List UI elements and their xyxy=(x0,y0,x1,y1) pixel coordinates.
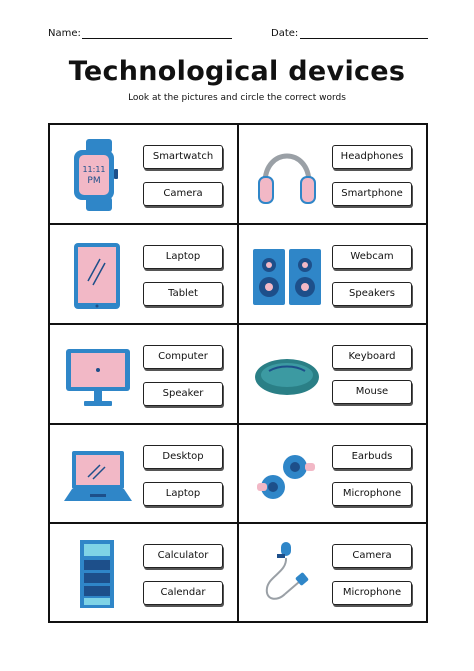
option-keyboard[interactable]: Keyboard xyxy=(332,345,412,369)
name-input-line[interactable] xyxy=(82,38,232,39)
option-smartphone[interactable]: Smartphone xyxy=(332,182,412,206)
worksheet-cell xyxy=(239,225,428,325)
option-microphone[interactable]: Microphone xyxy=(332,482,412,506)
worksheet-cell xyxy=(239,125,428,225)
option-speakers[interactable]: Speakers xyxy=(332,282,412,306)
option-laptop[interactable]: Laptop xyxy=(143,245,223,269)
smartwatch-icon xyxy=(60,137,136,213)
option-speaker[interactable]: Speaker xyxy=(143,382,223,406)
option-mouse[interactable]: Mouse xyxy=(332,380,412,404)
worksheet-cell xyxy=(50,425,239,525)
calculator-icon xyxy=(60,536,136,612)
option-earbuds[interactable]: Earbuds xyxy=(332,445,412,469)
watch-time: 11:11 xyxy=(82,165,106,174)
lapel-microphone-icon xyxy=(249,536,325,612)
name-label: Name: xyxy=(48,28,81,39)
watch-ampm: PM xyxy=(87,176,101,186)
option-calendar[interactable]: Calendar xyxy=(143,581,223,605)
computer-monitor-icon xyxy=(60,337,136,413)
worksheet-cell xyxy=(239,325,428,425)
worksheet-cell xyxy=(50,524,239,624)
instructions: Look at the pictures and circle the correct words xyxy=(128,93,346,103)
option-webcam[interactable]: Webcam xyxy=(332,245,412,269)
worksheet-cell xyxy=(50,125,239,225)
tablet-icon xyxy=(60,237,136,313)
option-camera[interactable]: Camera xyxy=(143,182,223,206)
option-smartwatch[interactable]: Smartwatch xyxy=(143,145,223,169)
headphones-icon xyxy=(249,137,325,213)
option-headphones[interactable]: Headphones xyxy=(332,145,412,169)
date-label: Date: xyxy=(271,28,299,39)
laptop-icon xyxy=(60,437,136,513)
worksheet-cell xyxy=(239,425,428,525)
worksheet-cell xyxy=(50,225,239,325)
date-input-line[interactable] xyxy=(300,38,428,39)
option-microphone[interactable]: Microphone xyxy=(332,581,412,605)
option-tablet[interactable]: Tablet xyxy=(143,282,223,306)
page-title: Technological devices xyxy=(68,56,406,87)
worksheet-cell xyxy=(50,325,239,425)
option-camera[interactable]: Camera xyxy=(332,544,412,568)
speakers-icon xyxy=(249,237,325,313)
mouse-icon xyxy=(249,337,325,413)
option-calculator[interactable]: Calculator xyxy=(143,544,223,568)
option-laptop[interactable]: Laptop xyxy=(143,482,223,506)
option-computer[interactable]: Computer xyxy=(143,345,223,369)
option-desktop[interactable]: Desktop xyxy=(143,445,223,469)
worksheet-grid xyxy=(48,123,428,623)
worksheet-cell xyxy=(239,524,428,624)
earbuds-icon xyxy=(249,437,325,513)
